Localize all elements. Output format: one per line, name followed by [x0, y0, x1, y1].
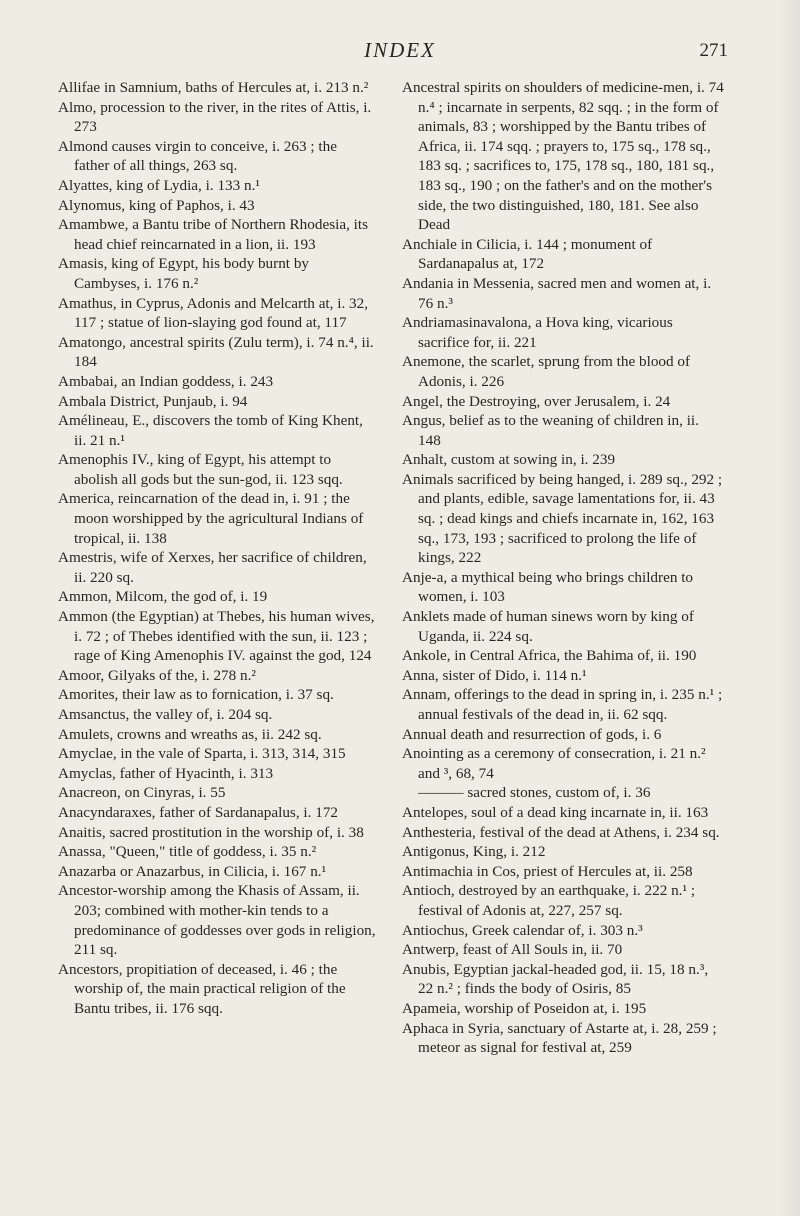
index-entry: Amélineau, E., discovers the tomb of King Khent, ii. 21 n.¹ — [58, 412, 363, 449]
index-entry: Anointing as a ceremony of consecration, i. 21 n.² and ³, 68, 74 — [402, 745, 706, 782]
index-entry: Ambabai, an Indian goddess, i. 243 — [58, 372, 274, 390]
index-entry: Anemone, the scarlet, sprung from the blood of Adonis, i. 226 — [402, 353, 691, 390]
index-entry: Andriamasinavalona, a Hova king, vicarious sacrifice for, ii. 221 — [402, 314, 673, 351]
index-entry: Alyattes, king of Lydia, i. 133 n.¹ — [58, 176, 260, 194]
index-entry: Allifae in Samnium, baths of Hercules at, i. 213 n.² — [58, 79, 369, 96]
index-entry: Anchiale in Cilicia, i. 144 ; monument of Sardanapalus at, 172 — [402, 235, 653, 273]
index-entry: Antiochus, Greek calendar of, i. 303 n.³ — [402, 921, 643, 939]
page-spine-shadow — [778, 0, 800, 1216]
index-entry: Ankole, in Central Africa, the Bahima of, ii. 190 — [402, 647, 697, 665]
index-entry: Anacyndaraxes, father of Sardanapalus, i. 172 — [58, 803, 339, 821]
index-entry: Amasis, king of Egypt, his body burnt by Cambyses, i. 176 n.² — [58, 255, 310, 292]
page-title: INDEX — [364, 38, 436, 62]
index-entry: Anubis, Egyptian jackal-headed god, ii. 15, 18 n.³, 22 n.² ; finds the body of Osiris, 85 — [402, 960, 709, 998]
index-entry: Angel, the Destroying, over Jerusalem, i. 24 — [402, 392, 671, 410]
index-entry: Andania in Messenia, sacred men and women at, i. 76 n.³ — [402, 274, 712, 312]
index-entry: Ancestral spirits on shoulders of medicine-men, i. 74 n.⁴ ; incarnate in serpents, 82 sqq. ; in the form of animals, 83 ; worshipped by the Bantu tribes of Africa, ii. 174 sqq. ; prayers to, 175 sq., 178 sq., 183 sq. ; sacrifices to, 175, 178 sq., 180, 181 sq., 183 sq., 190 ; on the father's and on the mother's side, the two distinguished, 180, 181. See also Dead — [402, 79, 724, 234]
index-entry: Amatongo, ancestral spirits (Zulu term), i. 74 n.⁴, ii. 184 — [58, 333, 374, 371]
index-entry: Aphaca in Syria, sanctuary of Astarte at, i. 28, 259 ; meteor as signal for festival at, 259 — [402, 1019, 717, 1057]
index-entry: Annam, offerings to the dead in spring in, i. 235 n.¹ ; annual festivals of the dead in, ii. 62 sqq. — [402, 686, 723, 723]
index-entry: Ancestors, propitiation of deceased, i. 46 ; the worship of, the main practical religion of the Bantu tribes, ii. 176 sqq. — [58, 960, 346, 1017]
index-entry: Amenophis IV., king of Egypt, his attempt to abolish all gods but the sun-god, ii. 123 sqq. — [58, 451, 343, 488]
index-entry: Almond causes virgin to conceive, i. 263 ; the father of all things, 263 sq. — [58, 137, 337, 175]
index-column-right — [402, 78, 724, 1058]
index-entry: Anazarba or Anazarbus, in Cilicia, i. 167 n.¹ — [58, 862, 327, 880]
index-entry: Anna, sister of Dido, i. 114 n.¹ — [402, 666, 587, 684]
index-entry: ——— sacred stones, custom of, i. 36 — [418, 784, 651, 802]
index-entry: Anje-a, a mythical being who brings children to women, i. 103 — [402, 568, 694, 606]
index-entry: Antimachia in Cos, priest of Hercules at, ii. 258 — [402, 862, 693, 880]
index-column-left — [58, 78, 376, 1019]
index-entry: Alynomus, king of Paphos, i. 43 — [58, 196, 255, 214]
index-entry: Antelopes, soul of a dead king incarnate in, ii. 163 — [402, 803, 709, 821]
page-number: 271 — [699, 40, 728, 61]
index-entry: Annual death and resurrection of gods, i. 6 — [402, 725, 662, 743]
index-entry: Amulets, crowns and wreaths as, ii. 242 sq. — [58, 725, 322, 743]
index-entry: Amyclae, in the vale of Sparta, i. 313, 314, 315 — [58, 745, 346, 763]
index-entry: Antioch, destroyed by an earthquake, i. 222 n.¹ ; festival of Adonis at, 227, 257 sq. — [402, 882, 696, 919]
index-entry: Amestris, wife of Xerxes, her sacrifice of children, ii. 220 sq. — [58, 549, 367, 586]
index-entry: Angus, belief as to the weaning of children in, ii. 148 — [402, 412, 699, 449]
index-entry: Apameia, worship of Poseidon at, i. 195 — [402, 999, 647, 1017]
index-entry: Ammon (the Egyptian) at Thebes, his human wives, i. 72 ; of Thebes identified with the sun, ii. 123 ; rage of King Amenophis IV. against the god, 124 — [58, 608, 375, 665]
index-entry: Anacreon, on Cinyras, i. 55 — [58, 784, 226, 802]
index-entry: Antigonus, King, i. 212 — [402, 843, 546, 861]
index-entry: Anklets made of human sinews worn by king of Uganda, ii. 224 sq. — [402, 608, 694, 645]
index-entry: Anassa, "Queen," title of goddess, i. 35 n.² — [58, 843, 317, 861]
index-entry: America, reincarnation of the dead in, i. 91 ; the moon worshipped by the agricultural Indians of tropical, ii. 138 — [58, 490, 364, 547]
page-header — [0, 38, 800, 68]
index-entry: Ancestor-worship among the Khasis of Assam, ii. 203; combined with mother-kin tends to a predominance of goddesses over gods in religion, 211 sq. — [58, 882, 376, 959]
index-entry: Amyclas, father of Hyacinth, i. 313 — [58, 764, 274, 782]
index-entry: Anaitis, sacred prostitution in the worship of, i. 38 — [58, 823, 364, 841]
index-entry: Ammon, Milcom, the god of, i. 19 — [58, 588, 268, 606]
index-entry: Almo, procession to the river, in the rites of Attis, i. 273 — [58, 98, 372, 136]
index-entry: Amsanctus, the valley of, i. 204 sq. — [58, 706, 273, 723]
index-entry: Amorites, their law as to fornication, i. 37 sq. — [58, 686, 334, 704]
index-entry: Anhalt, custom at sowing in, i. 239 — [402, 451, 616, 469]
index-entry: Anthesteria, festival of the dead at Athens, i. 234 sq. — [402, 823, 720, 841]
index-entry: Amambwe, a Bantu tribe of Northern Rhodesia, its head chief reincarnated in a lion, ii. 193 — [58, 216, 369, 253]
index-entry: Ambala District, Punjaub, i. 94 — [58, 392, 248, 410]
index-entry: Amoor, Gilyaks of the, i. 278 n.² — [58, 666, 256, 684]
index-entry: Amathus, in Cyprus, Adonis and Melcarth at, i. 32, 117 ; statue of lion-slaying god found at, 117 — [58, 294, 369, 332]
index-entry: Animals sacrificed by being hanged, i. 289 sq., 292 ; and plants, edible, savage lamentations for, ii. 43 sq. ; dead kings and chiefs incarnate in, 162, 163 sq., 173, 193 ; sacrificed to prolong the life of kings, 222 — [402, 470, 723, 567]
index-entry: Antwerp, feast of All Souls in, ii. 70 — [402, 941, 623, 959]
